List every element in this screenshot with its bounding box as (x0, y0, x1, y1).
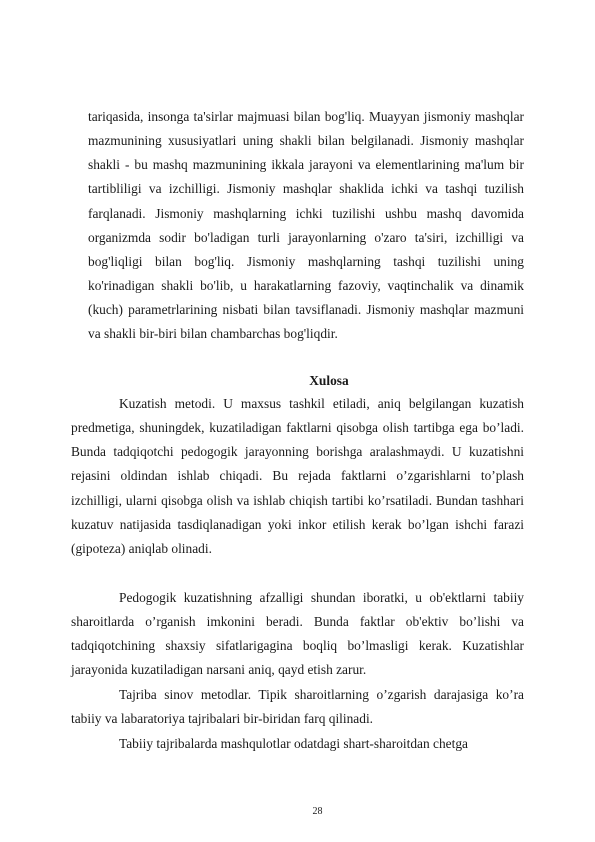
body-paragraph-5: Tabiiy tajribalarda mashqulotlar odatdagi shart-sharoitdan chetga (119, 736, 468, 751)
page-number: 28 (312, 806, 323, 817)
body-paragraph-3: Pedogogik kuzatishning afzalligi shundan iboratki, u ob'ektlarni tabiiy sharoitlarda o’rganish imkonini beradi. Bunda faktlar ob'ektiv bo’lishi va tadqiqotchining shaxsiy sifatlarigagina boqliq bo’lmasligi kerak. Kuzatishlar jarayonida kuzatiladigan narsani aniq, qayd etish zarur. (71, 590, 524, 678)
body-paragraph-4: Tajriba sinov metodlar. Tipik sharoitlarning o’zgarish darajasiga ko’ra tabiiy va labaratoriya tajribalari bir-biridan farq qilinadi. (71, 687, 524, 727)
section-heading: Xulosa (309, 373, 349, 388)
body-paragraph-2: Kuzatish metodi. U maxsus tashkil etiladi, aniq belgilangan kuzatish predmetiga, shuningdek, kuzatiladigan faktlarni qisobga olish tartibga ega bo’ladi. Bunda tadqiqotchi pedogogik jarayonning borishga aralashmaydi. U kuzatishni rejasini oldindan ishlab chiqadi. Bu rejada faktlarni o’zgarishlarni to’plash izchilligi, ularni qisobga olish va ishlab chiqish tartibi ko’rsatiladi. Bundan tashhari kuzatuv natijasida tasdiqlanadigan yoki inkor etilish kerak bo’lgan ishchi farazi (gipoteza) aniqlab olinadi. (71, 396, 524, 556)
body-paragraph-1: tariqasida, insonga ta'sirlar majmuasi bilan bog'liq. Muayyan jismoniy mashqlar mazmunining xususiyatlari uning shakli bilan belgilanadi. Jismoniy mashqlar shakli - bu mashq mazmunining ikkala jarayoni va elementlarining ma'lum bir tartibliligi va izchilligi. Jismoniy mashqlar shaklida ichki va tashqi tuzilish farqlanadi. Jismoniy mashqlarning ichki tuzilishi ushbu mashq davomida organizmda sodir bo'ladigan turli jarayonlarning o'zaro ta'siri, izchilligi va bog'liqligi bilan bog'liq. Jismoniy mashqlarning tashqi tuzilishi uning ko'rinadigan shakli bo'lib, u harakatlarning fazoviy, vaqtinchalik va dinamik (kuch) parametrlarining nisbati bilan tavsiflanadi. Jismoniy mashqlar mazmuni va shakli bir-biri bilan chambarchas bog'liqdir. (88, 109, 524, 342)
